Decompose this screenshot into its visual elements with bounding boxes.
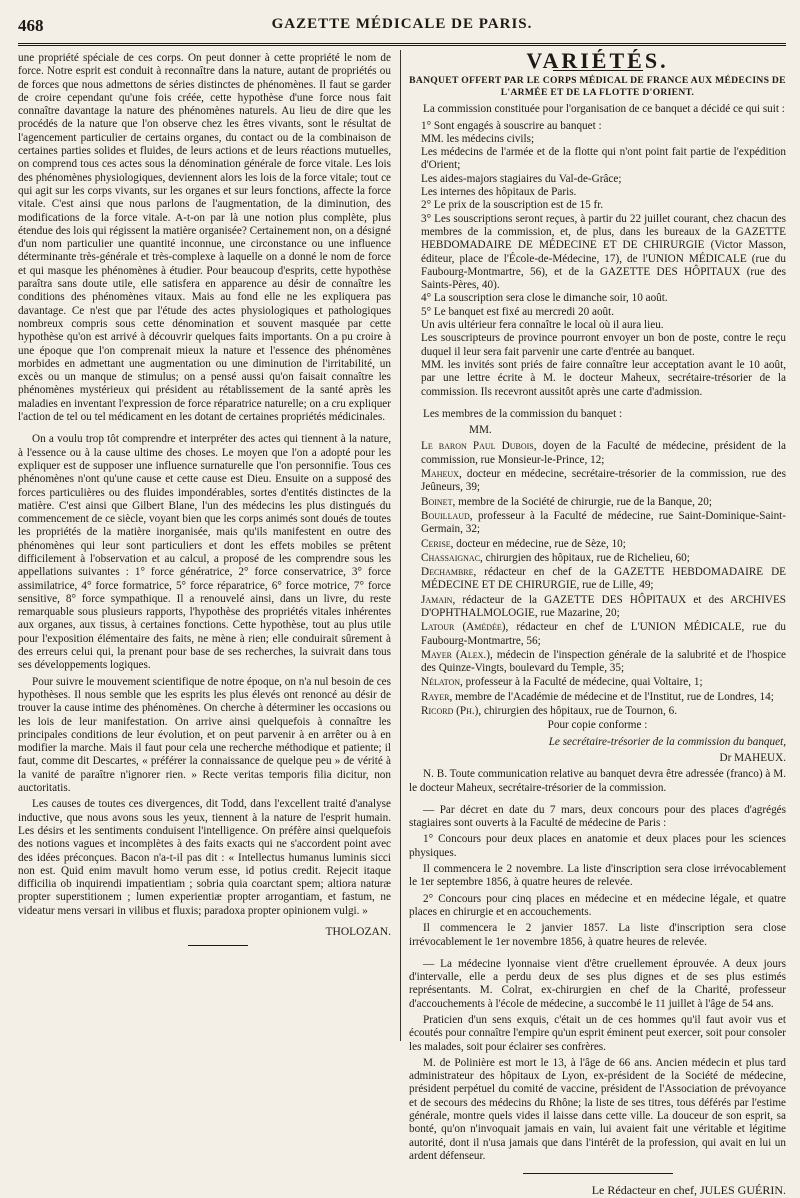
member-name: Latour (Amédée),: [421, 621, 509, 634]
left-column: [18, 52, 391, 1081]
member-name: Chassaignac,: [421, 551, 483, 564]
footer-rule: [523, 1173, 673, 1174]
commission-member: [409, 691, 786, 704]
member-name: Cerise,: [421, 537, 454, 550]
redacteur-label: Le Rédacteur en chef,: [591, 1183, 697, 1198]
member-name: Boinet,: [421, 495, 456, 508]
commission-member: [409, 468, 786, 495]
banquet-subtitle: BANQUET OFFERT PAR LE CORPS MÉDICAL DE FRANCE AUX MÉDECINS DE L'ARMÉE ET DE LA FLOTTE D'ORIENT.: [409, 75, 786, 98]
member-desc: membre de l'Académie de médecine et de l'Institut, rue de Londres, 14;: [452, 690, 774, 703]
decision-line: 4° La souscription sera close le dimanche soir, 10 août.: [421, 292, 668, 305]
commission-member: [409, 496, 786, 509]
signature-rule: [188, 945, 248, 946]
member-name: Nélaton,: [421, 676, 463, 689]
decision-line: MM. les médecins civils;: [421, 132, 535, 145]
member-name: Maheux,: [421, 468, 462, 481]
decision-line: 2° Le prix de la souscription est de 15 fr.: [421, 199, 604, 212]
concours-paragraph: 1° Concours pour deux places en anatomie et deux places pour les sciences physiques.: [409, 833, 786, 859]
decision-line: 1° Sont engagés à souscrire au banquet :: [421, 119, 602, 132]
decision-line: 5° Le banquet est fixé au mercredi 20 août.: [421, 305, 615, 318]
concours-paragraph: 2° Concours pour cinq places en médecine et en médecine légale, et quatre places en chirurgie et en accouchements.: [409, 892, 786, 918]
commission-member: [409, 440, 786, 467]
lyon-paragraph: Praticien d'un sens exquis, c'était un de ces hommes qu'il faut avoir vus et écoutés pour connaître l'empire qu'un esprit éminent peut exercer, soit pour consoler les malades, soit pour éclairer ses confrères.: [409, 1014, 786, 1053]
secretaire-name: Dr MAHEUX.: [719, 751, 786, 764]
left-paragraph-2: On a voulu trop tôt comprendre et interpréter des actes qui tiennent à la nature, à l'essence ou à la cause ultime des choses. Le moyen que l'on a adopté pour les expliquer est de supposer une influence surnaturelle que l'on personnifie. Tous ces phénomènes n'ont qu'une cause et cette cause est Dieu. Ensuite on a supposé des forces particulières ou des fluides impondérables, sortes d'entités distinctes de la matière. C'est ainsi que Gilbert Blane, l'un des médecins les plus distingués du commencement de ce siècle, voyant bien que les corps animés sont doués de toutes les propriétés de la matière inorganisée, mais qu'ils manifestent en outre des phénomènes qui leur sont particuliers et dont les effets mobiles se prêtent difficilement à l'observation et au calcul, a proposé de les comprendre sous les appellations suivantes : 1° force génératrice, 2° force conservatrice, 3° force assimilatrice, 4° force formatrice, 5° force réparatrice, 6° force motrice, 7° force sensitive, 8° force sympathique. Il a renouvelé ainsi, dans un livre, du reste remarquable sous plusieurs rapports, l'hypothèse des propriétés vitales inhérentes aux organes, aux tissus, à certaines fonctions. Cette hypothèse, tout au plus utile pour l'exposition élémentaire des faits, ne mène à rien; elle conduirait sûrement à des erreurs celui qui, la prenant pour base de ses recherches, la suivrait dans tous ses développements logiques.: [18, 433, 391, 672]
member-desc: rédacteur de la GAZETTE DES HÔPITAUX et des ARCHIVES D'OPHTHALMOLOGIE, rue Mazarine, 20;: [421, 593, 786, 619]
member-desc: rédacteur en chef de L'UNION MÉDICALE, rue du Faubourg-Montmartre, 56;: [421, 621, 786, 647]
member-name: Jamain,: [421, 593, 456, 606]
column-divider: [400, 50, 401, 1041]
members-mm: MM.: [469, 424, 492, 437]
commission-member: [409, 510, 786, 537]
members-intro: Les membres de la commission du banquet :: [423, 407, 623, 420]
member-desc: docteur en médecine, rue de Sèze, 10;: [453, 537, 626, 550]
decision-line: Les médecins de l'armée et de la flotte qui n'ont point fait partie de l'expédition d'Orient;: [421, 146, 786, 172]
commission-member: [409, 566, 786, 593]
commission-member: [409, 649, 786, 676]
member-desc: rédacteur en chef de la GAZETTE HEBDOMADAIRE DE MÉDECINE ET DE CHIRURGIE, rue de Lille, 49;: [421, 566, 786, 592]
decision-line: Les aides-majors stagiaires du Val-de-Grâce;: [421, 172, 622, 185]
page-number: 468: [18, 16, 44, 35]
article-signature: THOLOZAN.: [325, 926, 391, 938]
decision-line: 3° Les souscriptions seront reçues, à partir du 22 juillet courant, chez chacun des membres de la commission, et, de plus, dans les bureaux de la GAZETTE HEBDOMADAIRE DE MÉDECINE ET DE CHIRURGIE (Victor Masson, éditeur, place de l'École-de-Médecine, 17), de l'UNION MÉDICALE (rue du Faubourg-Montmartre, 56), et de la GAZETTE DES HÔPITAUX (rue des Saints-Pères, 40).: [421, 212, 786, 292]
section-title: VARIÉTÉS.: [526, 48, 669, 73]
header-rule: [18, 43, 786, 47]
member-desc: chirurgien des hôpitaux, rue de Richelieu, 60;: [482, 551, 690, 564]
left-paragraph-1: une propriété spéciale de ces corps. On peut donner à cette propriété le nom de force. Notre esprit est conduit à reconnaître dans la nature, autant de propriétés ou de forces que nous admettons de séries distinctes de phénomènes. Il faut se garder de croire cependant qu'une fois créée, cette hypothèse d'une force nous fait connaître davantage la nature des phénomènes naturels. Au lieu de dire que les procédés de la nature que l'on observe chez les êtres vivants, sont le résultat de l'agencement particulier de certains organes, du contact ou de la combinaison de certaines parties solides et fluides, de leurs actions et de leurs réactions mutuelles, on comprend tous ces actes sous la dénomination générale de force vitale. Les lois des phénomènes physiologiques, deviennent alors les lois de la force vitale; tout ce qui agit sur les corps vivants, sur les organes et sur leurs fonctions, affecte la force vitale. C'est ainsi que nous parlons de l'augmentation, de la diminution, des modifications de la force vitale. A-t-on par là une notion plus complète, plus étendue des lois qui régissent la matière organisée? Certainement non, on a désigné d'un nom particulier une quantité inconnue, une circonstance ou une influence déterminante très-générale et très-complexe à laquelle on a donné le nom de force et qui masque les phénomènes à étudier. Pour beaucoup d'esprits, cette hypothèse paraîtra sans doute utile, elle satisfera en apparence au désir de connaître les conditions des phénomènes vitaux. Mais au fond elle ne les expliquera pas davantage. Ce n'est que par l'étude des actes physiologiques et pathologiques nombreux compris sous cette dénomination et souvent masquée par cette hypothèse qu'on est arrivé à découvrir quelques faits importants. On a pu croire à une époque que l'on comprenait mieux la nature et l'essence des phénomènes morbides en admettant une augmentation ou une diminution de l'irritabilité, un excès ou un manque de stimulus; on a pensé aussi qu'on faisait connaître les phénomènes mystérieux qui président au rétablissement de la santé après les maladies en inventant l'expression de force réparatrice naturelle; on a cru expliquer l'action de tel ou tel médicament en les dotant de certaines propriétés médicinales.: [18, 52, 391, 424]
concours-paragraph: Il commencera le 2 novembre. La liste d'inscription sera close irrévocablement le 1er septembre 1856, à quatre heures de relevée.: [409, 863, 786, 889]
commission-member: [409, 621, 786, 648]
commission-member: [409, 676, 786, 689]
banquet-intro: La commission constituée pour l'organisation de ce banquet a décidé ce qui suit :: [423, 103, 785, 116]
member-desc: chirurgien des hôpitaux, rue de Tournon, 6.: [481, 705, 677, 718]
commission-member: [409, 552, 786, 565]
member-name: Mayer (Alex.),: [421, 648, 493, 661]
member-name: Le baron Paul Dubois,: [421, 440, 537, 453]
commission-member: [409, 594, 786, 621]
right-column: [409, 48, 786, 1198]
commission-member: [409, 705, 786, 718]
decision-line: Les internes des hôpitaux de Paris.: [421, 186, 577, 199]
nb-note: N. B. Toute communication relative au banquet devra être adressée (franco) à M. le docteur Maheux, secrétaire-trésorier de la commission.: [409, 768, 786, 794]
left-paragraph-4: Les causes de toutes ces divergences, dit Todd, dans l'excellent traité d'analyse inductive, que nous avons sous les yeux, tiennent à la nature de l'esprit humain. Les désirs et les sentiments conduisent l'intelligence. On préfère ainsi quelquefois des notions vagues et incomplètes à des faits exacts qui ne s'accordent point avec des idées préconçues. Bacon n'a-t-il pas dit : « Intellectus humanus luminis sicci non est. Quid enim mavult homo verum esse, id potius credit. Rejecit itaque difficilia ob inquirendi impatientiam ; sobria quia coarctant spem; altiora naturæ propter superstitionem ; lumen experientiæ propter arrogantiam, et fastum, ne videatur mens versari in vilibus et fluxis; paradoxa propter opinionem vulgi. »: [18, 798, 391, 917]
lyon-paragraph: — La médecine lyonnaise vient d'être cruellement éprouvée. A deux jours d'intervalle, elle a perdu deux de ses plus dignes et de ses plus estimés représentants. M. Colrat, ex-chirurgien en chef de la Charité, professeur d'accouchements à l'école de médecine, a succombé le 11 juillet à l'âge de 54 ans.: [409, 957, 786, 1010]
left-paragraph-3: Pour suivre le mouvement scientifique de notre époque, on n'a nul besoin de ces hypothèses. Il nous semble que les esprits les plus élevés ont renoncé au désir de trouver la cause intime des phénomènes. On cherche à déterminer les occasions ou les lois de leur manifestation. On arrive ainsi quelquefois à connaître les principales conditions de leur évolution, et on peut parvenir à en arrêter ou à en modifier la marche. Mais il faut pour cela une recherche méthodique et patiente; il faut, comme dit Descartes, « préférer la connaissance de quelque peu » de vérité à la vanité de paraître n'ignorer rien. » Recte veritas temporis filia dicitur, non auctoritatis.: [18, 675, 391, 795]
member-name: Bouillaud,: [421, 509, 473, 522]
redacteur-signature: [409, 1184, 786, 1197]
concours-paragraph: Il commencera le 2 janvier 1857. La liste d'inscription sera close irrévocablement le 1er novembre 1856, à quatre heures de relevée.: [409, 922, 786, 948]
member-desc: médecin de l'inspection générale de la salubrité et de l'hospice des Quinze-Vingts, boulevard du Temple, 35;: [421, 648, 786, 675]
decision-line: Les souscripteurs de province pourront envoyer un bon de poste, contre le reçu duquel il leur sera fait parvenir une carte d'entrée au banquet.: [421, 332, 786, 358]
redacteur-name: JULES GUÉRIN.: [700, 1183, 786, 1198]
journal-title: GAZETTE MÉDICALE DE PARIS.: [271, 16, 533, 32]
member-name: Ricord (Ph.),: [421, 705, 482, 718]
page-header: [18, 16, 786, 40]
member-desc: membre de la Société de chirurgie, rue de la Banque, 20;: [455, 495, 712, 508]
decision-line: Un avis ultérieur fera connaître le local où il aura lieu.: [421, 319, 664, 332]
secretaire-title: Le secrétaire-trésorier de la commission du banquet,: [548, 735, 786, 748]
concours-paragraph: — Par décret en date du 7 mars, deux concours pour des places d'agrégés stagiaires sont ouverts à la Faculté de médecine de Paris :: [409, 803, 786, 830]
member-name: Rayer,: [421, 690, 453, 703]
decision-line: MM. les invités sont priés de faire connaître leur acceptation avant le 10 août, par une lettre écrite à M. le docteur Maheux, secrétaire-trésorier de la commission. Ils recevront aussitôt après une carte d'admission.: [421, 358, 786, 398]
lyon-paragraph: M. de Polinière est mort le 13, à l'âge de 66 ans. Ancien médecin et plus tard administrateur des hôpitaux de Lyon, ex-président de la Société de médecine, président perpétuel du comité de vaccine, président de l'Association de prévoyance et de secours des médecins du Rhône; la liste de ses titres, tous déférés par l'estime générale, montre quels vides il laisse dans cette ville. La douceur de son esprit, sa bonté, qu'on n'invoquait jamais en vain, lui avaient fait une véritable et légitime autorité, dont il n'usa jamais que dans l'intérêt de la profession, qui avait en lui un ardent défenseur.: [409, 1056, 786, 1162]
commission-member: [409, 538, 786, 551]
member-desc: professeur à la Faculté de médecine, rue Saint-Dominique-Saint-Germain, 32;: [421, 509, 786, 536]
member-desc: doyen de la Faculté de médecine, président de la commission, rue Monsieur-le-Prince, 12;: [421, 440, 786, 466]
member-name: Dechambre,: [421, 566, 477, 579]
member-desc: professeur à la Faculté de médecine, quai Voltaire, 1;: [462, 676, 703, 689]
copie-conforme: Pour copie conforme :: [547, 719, 648, 732]
member-desc: docteur en médecine, secrétaire-trésorier de la commission, rue des Jeûneurs, 39;: [421, 468, 786, 494]
